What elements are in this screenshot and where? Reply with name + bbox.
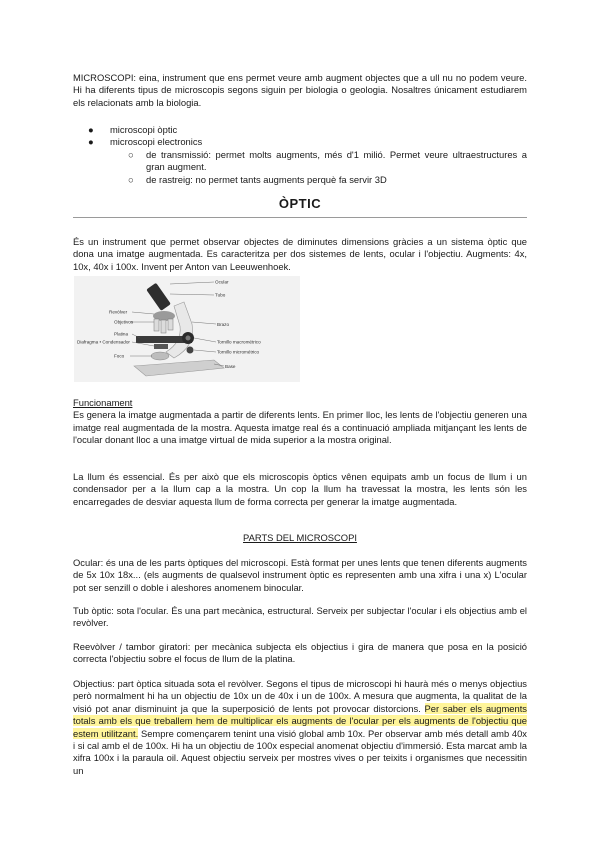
objectius-text-continued: Sempre començarem tenint una visió global amb 10x. Per observar amb més detall amb 40x i si cal amb el de 100x. Hi ha un objectiu de 100x especial anomenat objectiu d'immersió. Esta marcat amb la xifra 100x i la paraula oil. Aquest objectiu serveix per mostres vives o per teixits i organismes que necessitin un	[73, 727, 527, 776]
part-ocular: Ocular: és una de les parts òptiques del microscopi. Està format per unes lents que tenen diferents augments de 5x 10x 18x... (els augments de qualsevol instrument òptic es representen amb una xifra i una x) L'ocular pot ser senzill o doble i aleshores anomenem binocular.	[73, 557, 527, 593]
part-tub-optic: Tub òptic: sota l'ocular. És una part mecànica, estructural. Serveix per subjectar l'ocular i els objectius amb el revòlver.	[73, 605, 527, 629]
label-base: Base	[225, 364, 236, 369]
list-item-text: microscopi electronics	[110, 136, 203, 148]
objectius-text: Objectius: part òptica situada sota el revòlver. Segons el tipus de microscopi hi haurà més o menys objectius però normalment hi ha un objectiu de 10x un de 40x i un de 100x. A mesura que augmenta, la qualitat de la visió pot anar disminuint ja que la superposició de lents pot provocar distorcions.	[73, 678, 527, 714]
label-diafragma: Diafragma • Condensador	[77, 339, 130, 345]
label-foco: Foco	[114, 353, 125, 359]
label-brazo: Brazo	[217, 322, 230, 327]
label-tubo: Tubo	[215, 292, 226, 298]
label-micro: Tornillo micrométrico	[217, 349, 260, 355]
hollow-bullet-icon: ○	[128, 148, 134, 160]
electronic-subtypes-list	[73, 149, 527, 186]
funcionament-paragraph-1: Es genera la imatge augmentada a partir de diferents lents. En primer lloc, les lents de l'objectiu generen una imatge real augmentada de la mostra. Aquesta imatge real és a continuació ampliada mitjançant les lents de l'ocular donant lloc a una imatge virtual de mida superior a la mostra original.	[73, 409, 527, 446]
microscope-diagram	[74, 276, 300, 382]
funcionament-heading: Funcionament	[73, 397, 133, 408]
label-objetivos: Objetivos	[114, 319, 134, 325]
bullet-icon: ●	[88, 124, 94, 135]
list-item	[73, 136, 527, 148]
label-platina: Platina	[114, 331, 129, 337]
hollow-bullet-icon: ○	[128, 173, 134, 185]
label-revolver: Revólver	[109, 309, 128, 315]
part-objectius	[73, 678, 527, 777]
section-title: ÒPTIC	[278, 196, 322, 211]
list-item	[73, 174, 527, 186]
microscope-illustration	[74, 276, 300, 382]
intro-paragraph: MICROSCOPI: eina, instrument que ens permet veure amb augment objectes que a ull nu no podem veure. Hi ha diferents tipus de microscopis segons siguin per biologia o geologia. Nosaltres únicament estudiarem els relacionats amb la biologia.	[73, 72, 527, 108]
funcionament-paragraph-2: La llum és essencial. És per això que els microscopis òptics vênen equipats amb un focus de llum i un condensador per a la llum cap a la mostra. Un cop la llum ha travessat la mostra, les lents són les encarregades de desviar aquesta llum de forma correcta per generar la imatge augmentada.	[73, 471, 527, 507]
list-item-text: microscopi òptic	[110, 124, 178, 135]
list-item-text: de rastreig: no permet tants augments perquè fa servir 3D	[146, 173, 387, 185]
part-revolver: Reevòlver / tambor giratori: per mecànica subjecta els objectius i gira de manera que posa en la posició correcta l'objectiu sobre el focus de llum de la platina.	[73, 641, 527, 665]
label-macro: Tornillo macrométrico	[217, 339, 261, 345]
list-item	[73, 124, 527, 136]
list-item-text: de transmissió: permet molts augments, més d'1 milió. Permet veure ultraestructures a gran augment.	[146, 148, 527, 173]
parts-heading: PARTS DEL MICROSCOPI	[243, 532, 357, 543]
horizontal-rule	[73, 217, 527, 218]
list-item	[73, 149, 527, 174]
label-ocular: Ocular	[215, 279, 229, 285]
microscope-types-list	[73, 124, 527, 149]
optic-paragraph: És un instrument que permet observar objectes de diminutes dimensions gràcies a un sistema òptic que dona una imatge augmentada. Es caracteritza per dos sistemes de lents, ocular i l'objectiu. Augments: 4x, 10x, 40x i 100x. Invent per Anton van Leeuwenhoek.	[73, 236, 527, 272]
highlighted-text: Per saber els augments totals amb els que treballem hem de multiplicar els augments de l'ocular per els augments de l'objectiu que estem utilitzant.	[73, 702, 527, 739]
bullet-icon: ●	[88, 136, 94, 148]
